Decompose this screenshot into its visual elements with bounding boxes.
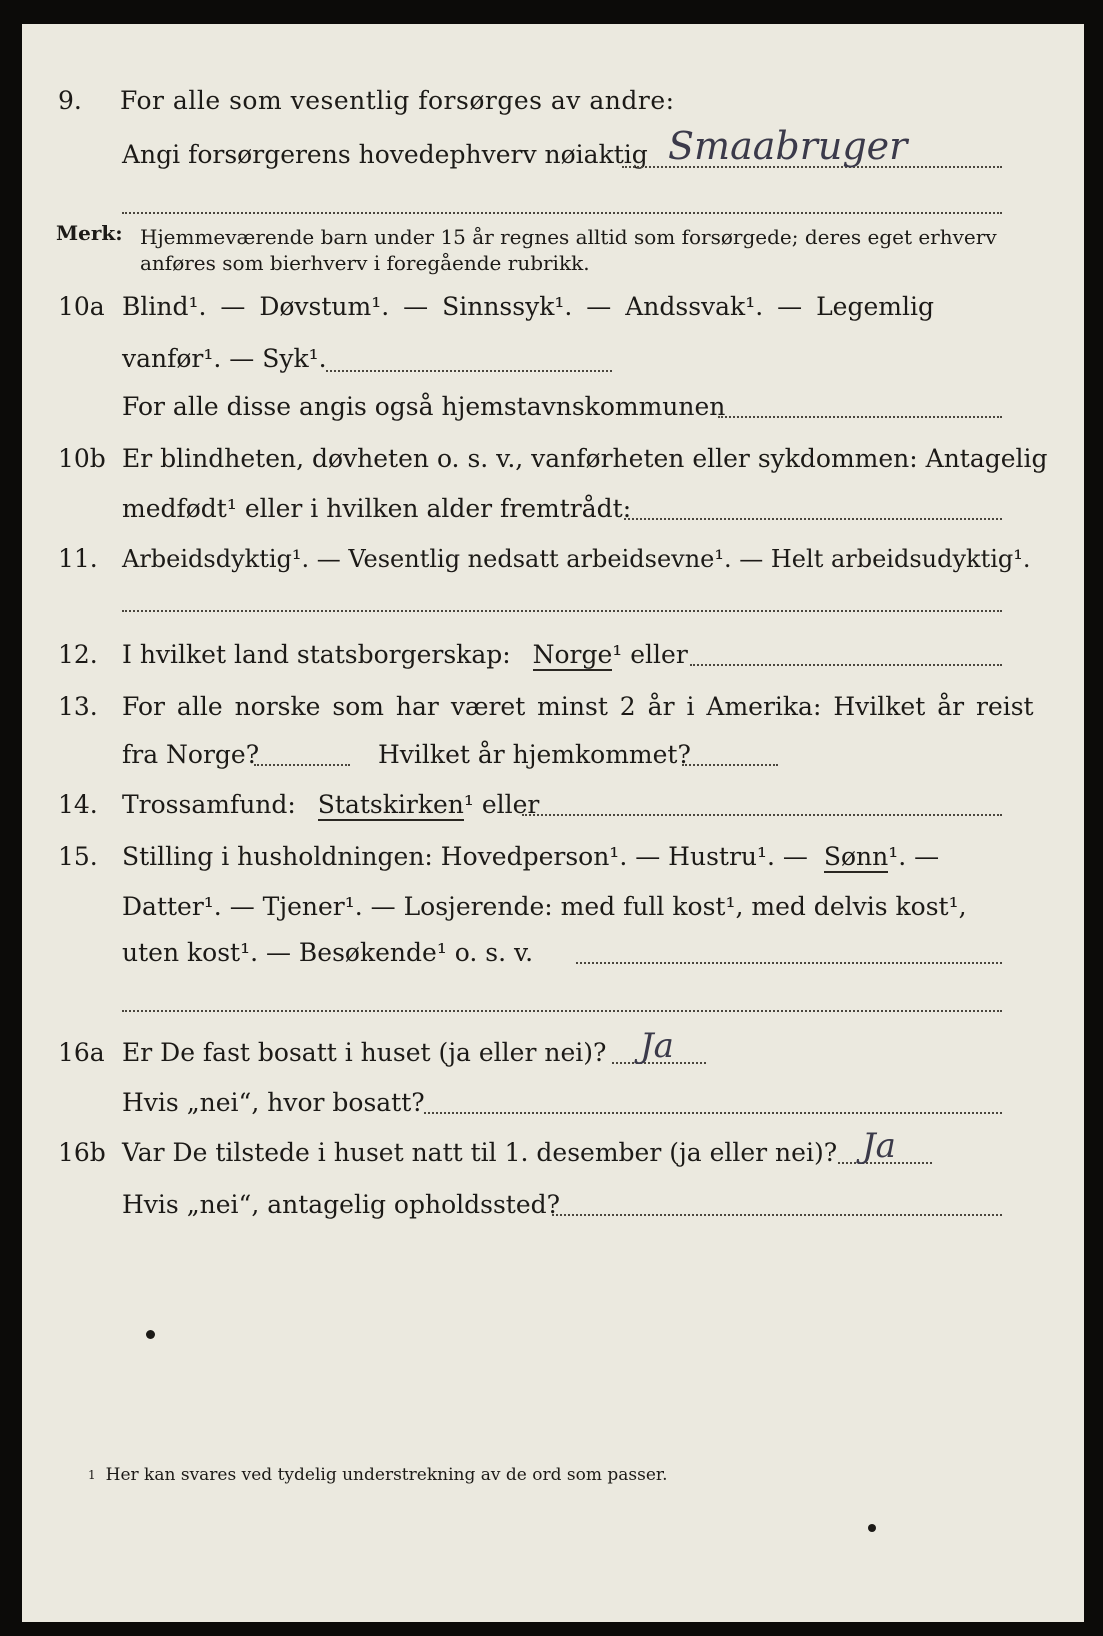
ink-spot bbox=[146, 1330, 155, 1339]
q12-post: ¹ eller bbox=[612, 640, 688, 669]
q15-line-3: uten kost¹. — Besøkende¹ o. s. v. bbox=[122, 938, 534, 967]
q13-number: 13. bbox=[58, 692, 98, 721]
q16a-line-1: Er De fast bosatt i huset (ja eller nei)? bbox=[122, 1038, 607, 1067]
q16b-number: 16b bbox=[58, 1138, 106, 1167]
q14-line bbox=[122, 790, 539, 820]
q12-answer-line bbox=[690, 664, 1002, 666]
merk-label: Merk: bbox=[56, 221, 123, 245]
q10b-answer-line bbox=[624, 518, 1002, 520]
q16b-line-2: Hvis „nei“, antagelig opholdssted? bbox=[122, 1190, 561, 1219]
q12-question: I hvilket land statsborgerskap: bbox=[122, 640, 511, 669]
q16a-bosatt-line bbox=[424, 1112, 1002, 1114]
q9-question: Angi forsørgerens hovedерhverv nøiaktig bbox=[122, 140, 648, 169]
q14-answer-line bbox=[522, 814, 1002, 816]
q16b-line-1: Var De tilstede i huset natt til 1. desember (ja eller nei)? bbox=[122, 1138, 838, 1167]
census-form-page bbox=[22, 24, 1084, 1622]
q10a-line-1: Blind¹. — Døvstum¹. — Sinnssyk¹. — Andssvak¹. — Legemlig bbox=[122, 292, 934, 321]
q9-handwritten-answer: Smaabruger bbox=[668, 124, 908, 168]
q10a-answer-line-2 bbox=[718, 416, 1002, 418]
q12-number: 12. bbox=[58, 640, 98, 669]
q9-number: 9. bbox=[58, 86, 82, 115]
q10a-answer-line-1 bbox=[326, 370, 612, 372]
merk-text-2: anføres som bierhverv i foregående rubrikk. bbox=[140, 251, 590, 275]
q13-line-2a: fra Norge? bbox=[122, 740, 260, 769]
q10a-number: 10a bbox=[58, 292, 105, 321]
q11-answer-line bbox=[122, 610, 1002, 612]
q15-question: Stilling i husholdningen: Hovedperson¹. — Hustru¹. — bbox=[122, 842, 808, 871]
q10a-line-2: vanfør¹. — Syk¹. bbox=[122, 344, 327, 373]
q10a-line-3: For alle disse angis også hjemstavnskommunen bbox=[122, 392, 726, 421]
footnote-text: Her kan svares ved tydelig understrekning av de ord som passer. bbox=[105, 1465, 668, 1485]
q15-post: ¹. — bbox=[888, 842, 940, 871]
q13-line-2b: Hvilket år hjemkommet? bbox=[378, 740, 691, 769]
q13-line-1: For alle norske som har været minst 2 år i Amerika: Hvilket år reist bbox=[122, 692, 1034, 721]
ink-spot-2 bbox=[868, 1524, 876, 1532]
footnote-mark: 1 bbox=[88, 1468, 96, 1482]
q15-underlined-answer: Sønn bbox=[823, 842, 889, 871]
footnote bbox=[88, 1460, 668, 1490]
q16b-opholdssted-line bbox=[552, 1214, 1002, 1216]
q14-number: 14. bbox=[58, 790, 98, 819]
q12-line bbox=[122, 640, 688, 670]
q9-heading: For alle som vesentlig forsørges av andre: bbox=[120, 86, 675, 115]
q10b-number: 10b bbox=[58, 444, 106, 473]
q15-answer-line-2 bbox=[122, 1010, 1002, 1012]
q10b-line-1: Er blindheten, døvheten o. s. v., vanførheten eller sykdommen: Antagelig bbox=[122, 444, 1048, 473]
q14-question: Trossamfund: bbox=[122, 790, 296, 819]
q15-number: 15. bbox=[58, 842, 98, 871]
q13-reist-line bbox=[254, 764, 350, 766]
merk-text-1: Hjemmeværende barn under 15 år regnes alltid som forsørgede; deres eget erhverv bbox=[140, 225, 997, 249]
q16a-line-2: Hvis „nei“, hvor bosatt? bbox=[122, 1088, 425, 1117]
q15-answer-line-1 bbox=[576, 962, 1002, 964]
q16a-number: 16a bbox=[58, 1038, 105, 1067]
q10b-line-2: medfødt¹ eller i hvilken alder fremtrådt: bbox=[122, 494, 632, 523]
q16a-handwritten-answer: Ja bbox=[640, 1026, 674, 1066]
q14-post: ¹ eller bbox=[463, 790, 540, 819]
q9-extra-line bbox=[122, 212, 1002, 214]
q16b-handwritten-answer: Ja bbox=[862, 1126, 896, 1166]
q11-line-1: Arbeidsdyktig¹. — Vesentlig nedsatt arbeidsevne¹. — Helt arbeidsudyktig¹. bbox=[122, 545, 1031, 573]
q15-line-1 bbox=[122, 842, 939, 872]
q11-number: 11. bbox=[58, 544, 98, 573]
q13-hjemkommet-line bbox=[682, 764, 778, 766]
q14-underlined-answer: Statskirken bbox=[317, 790, 464, 819]
q12-underlined-answer: Norge bbox=[532, 640, 613, 669]
q15-line-2: Datter¹. — Tjener¹. — Losjerende: med full kost¹, med delvis kost¹, bbox=[122, 892, 967, 921]
